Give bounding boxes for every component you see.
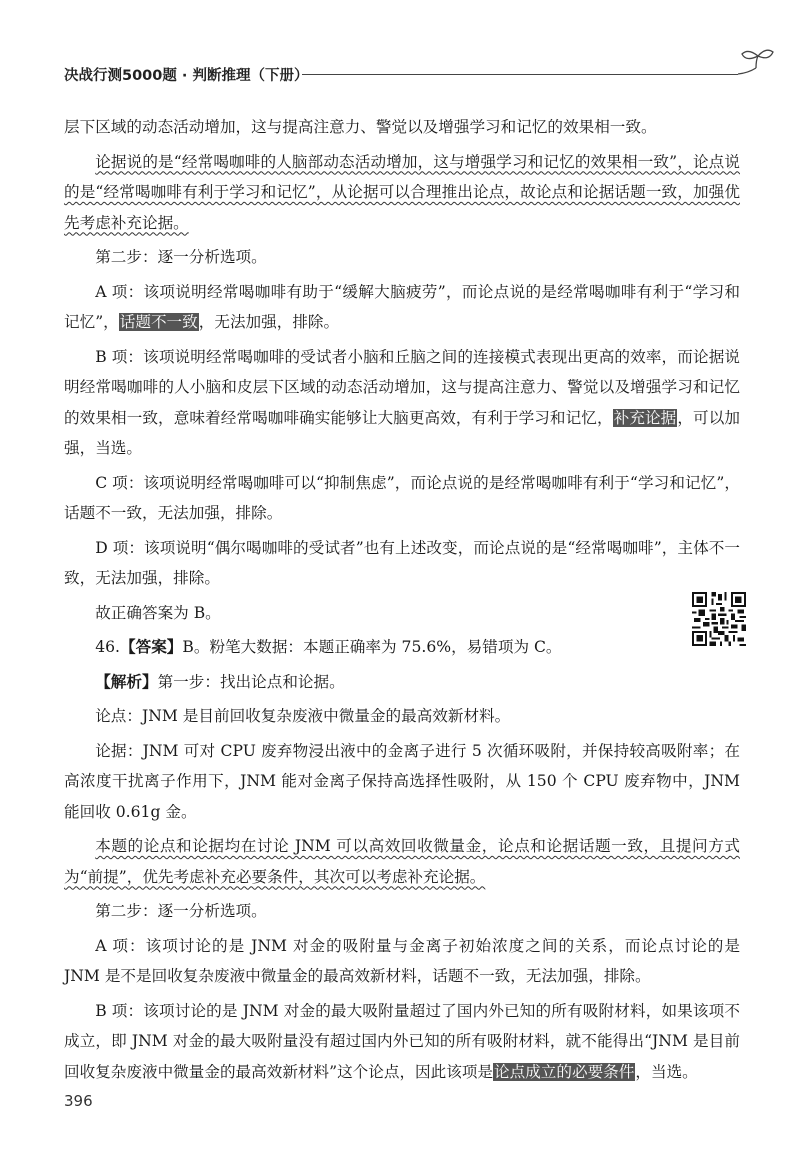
paragraph: A 项：该项讨论的是 JNM 对金的吸附量与金离子初始浓度之间的关系，而论点讨论的是 JNM 是不是回收复杂废液中微量金的最高效新材料，话题不一致，无法加强，排除。 — [64, 936, 740, 985]
book-title: 决战行测5000题 · 判断推理（下册） — [64, 68, 309, 84]
underlined-text: 论据说的是“经常喝咖啡的人脑部动态活动增加，这与增强学习和记忆的效果相一致”，论点说的是“经常喝咖啡有利于学习和记忆”，从论据可以合理推出论点，故论点和论据话题一致，加强优先考虑补充论据。 — [64, 152, 740, 232]
underlined-text: 本题的论点和论据均在讨论 JNM 可以高效回收微量金，论点和论据话题一致，且提问方式为“前提”，优先考虑补充必要条件，其次可以考虑补充论据。 — [64, 837, 740, 886]
paragraph: 论据：JNM 可对 CPU 废弃物浸出液中的金离子进行 5 次循环吸附，并保持较高吸附率；在高浓度干扰离子作用下，JNM 能对金离子保持高选择性吸附，从 150 个 CPU 废弃物中，JNM 能回收 0.61g 金。 — [64, 741, 740, 821]
paragraph: D 项：该项说明“偶尔喝咖啡的受试者”也有上述改变，而论点说的是“经常喝咖啡”，主体不一致，无法加强，排除。 — [64, 538, 740, 587]
option-text: A 项：该项说明经常喝咖啡有助于“缓解大脑疲劳”，而论点说的是经常喝咖啡有利于“学习和记忆”， — [64, 282, 740, 331]
paragraph: C 项：该项说明经常喝咖啡可以“抑制焦虑”，而论点说的是经常喝咖啡有利于“学习和记忆”，话题不一致，无法加强，排除。 — [64, 473, 740, 522]
paragraph: 第二步：逐一分析选项。 — [95, 248, 267, 266]
running-header — [64, 62, 764, 86]
highlighted-term: 话题不一致 — [119, 313, 198, 331]
sprout-icon — [736, 46, 776, 78]
qr-code-icon[interactable] — [692, 592, 746, 646]
paragraph: 故正确答案为 B。 — [95, 603, 221, 622]
highlighted-term: 论点成立的必要条件 — [494, 1062, 635, 1081]
paragraph: 层下区域的动态活动增加，这与提高注意力、警觉以及增强学习和记忆的效果相一致。 — [64, 118, 657, 136]
paragraph — [64, 831, 740, 892]
paragraph — [64, 342, 740, 464]
option-text: B 项：该项讨论的是 JNM 对金的最大吸附量超过了国内外已知的所有吸附材料，如果该项不成立，即 JNM 对金的最大吸附量没有超过国内外已知的所有吸附材料，就不能得出“JNM 是目前回收复杂废液中微量金的最高效新材料”这个论点，因此该项是 — [64, 1001, 740, 1081]
paragraph — [64, 632, 740, 663]
paragraph — [64, 147, 740, 239]
option-text: ，无法加强，排除。 — [198, 313, 340, 331]
option-text: ，可以加强，当选。 — [64, 408, 740, 457]
page-number: 396 — [64, 1092, 93, 1110]
paragraph: 第二步：逐一分析选项。 — [95, 902, 267, 920]
paragraph: 论点：JNM 是目前回收复杂废液中微量金的最高效新材料。 — [95, 707, 511, 725]
option-text: B 项：该项说明经常喝咖啡的受试者小脑和丘脑之间的连接模式表现出更高的效率，而论据说明经常喝咖啡的人小脑和皮层下区域的动态活动增加，这与提高注意力、警觉以及增强学习和记忆的效果相一致，意味着经常喝咖啡确实能够让大脑更高效，有利于学习和记忆， — [64, 347, 740, 427]
option-text: ，当选。 — [635, 1062, 698, 1081]
header-rule — [302, 74, 738, 75]
highlighted-term: 补充论据 — [613, 408, 677, 427]
question-number: 46. — [95, 638, 120, 656]
answer-text: B。粉笔大数据：本题正确率为 75.6%，易错项为 C。 — [182, 638, 562, 656]
page-content — [64, 112, 740, 1087]
answer-tag: 【答案】 — [120, 637, 183, 656]
analysis-tag: 【解析】 — [95, 671, 158, 691]
analysis-text: 第一步：找出论点和论据。 — [157, 672, 345, 691]
paragraph — [64, 277, 740, 338]
paragraph — [64, 996, 740, 1088]
paragraph — [64, 667, 740, 698]
